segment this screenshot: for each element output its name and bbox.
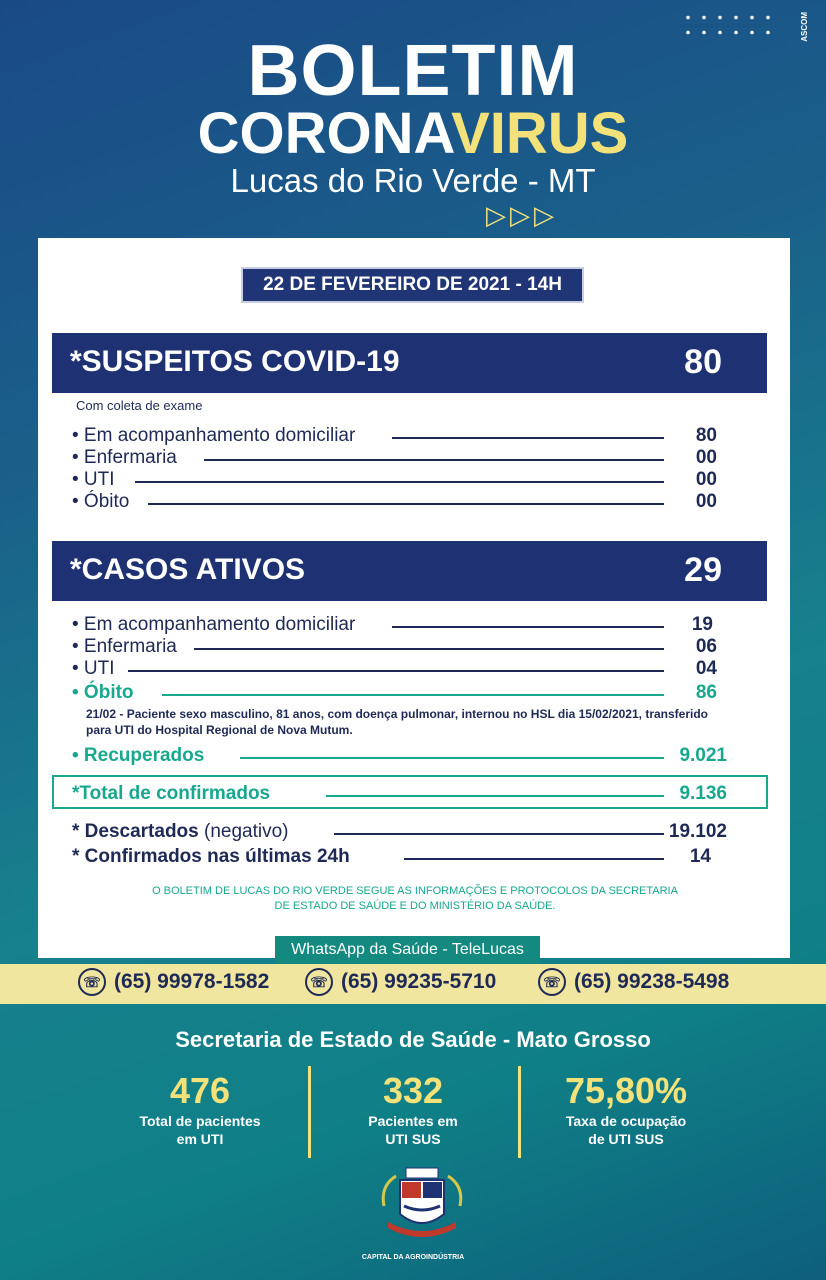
row-value: 9.136 (679, 783, 727, 804)
leader-line (128, 670, 664, 672)
suspeitos-total: 80 (684, 343, 722, 381)
phone-3[interactable] (538, 968, 729, 996)
leader-line (204, 459, 664, 461)
city-subtitle: Lucas do Rio Verde - MT (230, 162, 596, 199)
ativos-row (72, 658, 727, 680)
ascom-label: ASCOM (800, 12, 809, 42)
row-value: 00 (695, 447, 717, 468)
whatsapp-label: WhatsApp da Saúde - TeleLucas (275, 936, 540, 964)
phone-number: (65) 99235-5710 (341, 970, 497, 993)
stat-value: 75,80% (564, 1070, 688, 1111)
stat-label-1: Total de pacientes (139, 1113, 261, 1129)
row-label: • UTI (72, 469, 123, 491)
row-value: 86 (695, 682, 717, 703)
suspeitos-title: *SUSPEITOS COVID-19 (70, 345, 400, 378)
play-arrows-icon: ▷▷▷ (486, 200, 558, 230)
row-label: • Recuperados (72, 745, 212, 767)
row-label: • Enfermaria (72, 636, 185, 658)
descartados-label: * Descartados (72, 821, 199, 842)
ativos-row (72, 636, 727, 658)
confirmados-24h-row (72, 846, 727, 868)
leader-line (392, 437, 664, 439)
row-label: • Óbito (72, 682, 142, 704)
note-text: Paciente sexo masculino, 81 anos, com doença pulmonar, internou no HSL dia 15/02/2021, transferido para UTI do Hospital Regional de Nova Mutum. (86, 707, 708, 737)
row-value: 04 (695, 658, 717, 679)
title-boletim: BOLETIM (247, 31, 579, 111)
row-value: 19.102 (668, 821, 727, 842)
suspeitos-header (52, 333, 767, 393)
stat-label-2: em UTI (176, 1131, 224, 1147)
stat-label-1: Taxa de ocupação (565, 1113, 687, 1129)
obito-note (86, 706, 726, 738)
leader-line (162, 694, 664, 696)
leader-line (135, 481, 664, 483)
ativos-total: 29 (684, 551, 722, 589)
descartados-extra: (negativo) (204, 821, 289, 842)
whatsapp-icon: ☏ (78, 968, 106, 996)
phone-number: (65) 99238-5498 (574, 970, 730, 993)
note-date: 21/02 - (86, 707, 124, 721)
title-corona: CORONA (197, 101, 452, 166)
row-value: 14 (689, 846, 711, 867)
leader-line (326, 795, 664, 797)
ativos-title: *CASOS ATIVOS (70, 553, 306, 586)
stat-value: 332 (382, 1070, 444, 1111)
stat-total-uti (100, 1070, 300, 1148)
footer-note: O BOLETIM DE LUCAS DO RIO VERDE SEGUE AS INFORMAÇÕES E PROTOCOLOS DA SECRETARIA DE ESTADO DE SAÚDE E DO MINISTÉRIO DA SAÚDE. (152, 885, 678, 912)
row-value: 19 (691, 614, 713, 635)
row-label: • Em acompanhamento domiciliar (72, 614, 363, 636)
row-value: 00 (695, 491, 717, 512)
leader-line (334, 833, 664, 835)
stat-value: 476 (169, 1070, 231, 1111)
title-coronavirus (0, 100, 826, 167)
stat-label-2: de UTI SUS (588, 1131, 664, 1147)
row-label: *Total de confirmados (72, 783, 278, 805)
suspeitos-row (72, 425, 727, 447)
suspeitos-row (72, 447, 727, 469)
leader-line (404, 858, 664, 860)
suspeitos-subtitle: Com coleta de exame (76, 398, 203, 413)
title-virus: VIRUS (451, 101, 629, 166)
whatsapp-icon: ☏ (305, 968, 333, 996)
row-label: • UTI (72, 658, 123, 680)
divider (308, 1066, 311, 1158)
leader-line (148, 503, 664, 505)
stat-uti-sus (313, 1070, 513, 1148)
stat-label-1: Pacientes em (368, 1113, 458, 1129)
row-label: • Em acompanhamento domiciliar (72, 425, 363, 447)
leader-line (392, 626, 664, 628)
stat-label-2: UTI SUS (385, 1131, 441, 1147)
suspeitos-row (72, 469, 727, 491)
city-crest-logo (376, 1166, 468, 1246)
ativos-header (52, 541, 767, 601)
row-value: 00 (695, 469, 717, 490)
descartados-row (72, 821, 727, 843)
row-value: 06 (695, 636, 717, 657)
suspeitos-row (72, 491, 727, 513)
total-confirmados-row (72, 783, 727, 805)
row-label: • Enfermaria (72, 447, 185, 469)
phone-2[interactable] (305, 968, 496, 996)
logo-caption: CAPITAL DA AGROINDÚSTRIA (361, 1254, 465, 1261)
row-label (72, 821, 297, 843)
phone-1[interactable] (78, 968, 269, 996)
row-value: 80 (695, 425, 717, 446)
ativos-obito-row (72, 682, 727, 704)
ativos-row (72, 614, 727, 636)
row-label: • Óbito (72, 491, 137, 513)
leader-line (240, 757, 664, 759)
phone-number: (65) 99978-1582 (114, 970, 270, 993)
leader-line (194, 648, 664, 650)
state-title: Secretaria de Estado de Saúde - Mato Grosso (175, 1027, 651, 1052)
row-label: * Confirmados nas últimas 24h (72, 846, 358, 868)
date-badge: 22 DE FEVEREIRO DE 2021 - 14H (241, 267, 584, 303)
row-value: 9.021 (679, 745, 727, 766)
whatsapp-icon: ☏ (538, 968, 566, 996)
recuperados-row (72, 745, 727, 767)
stat-ocupacao (526, 1070, 726, 1148)
divider (518, 1066, 521, 1158)
